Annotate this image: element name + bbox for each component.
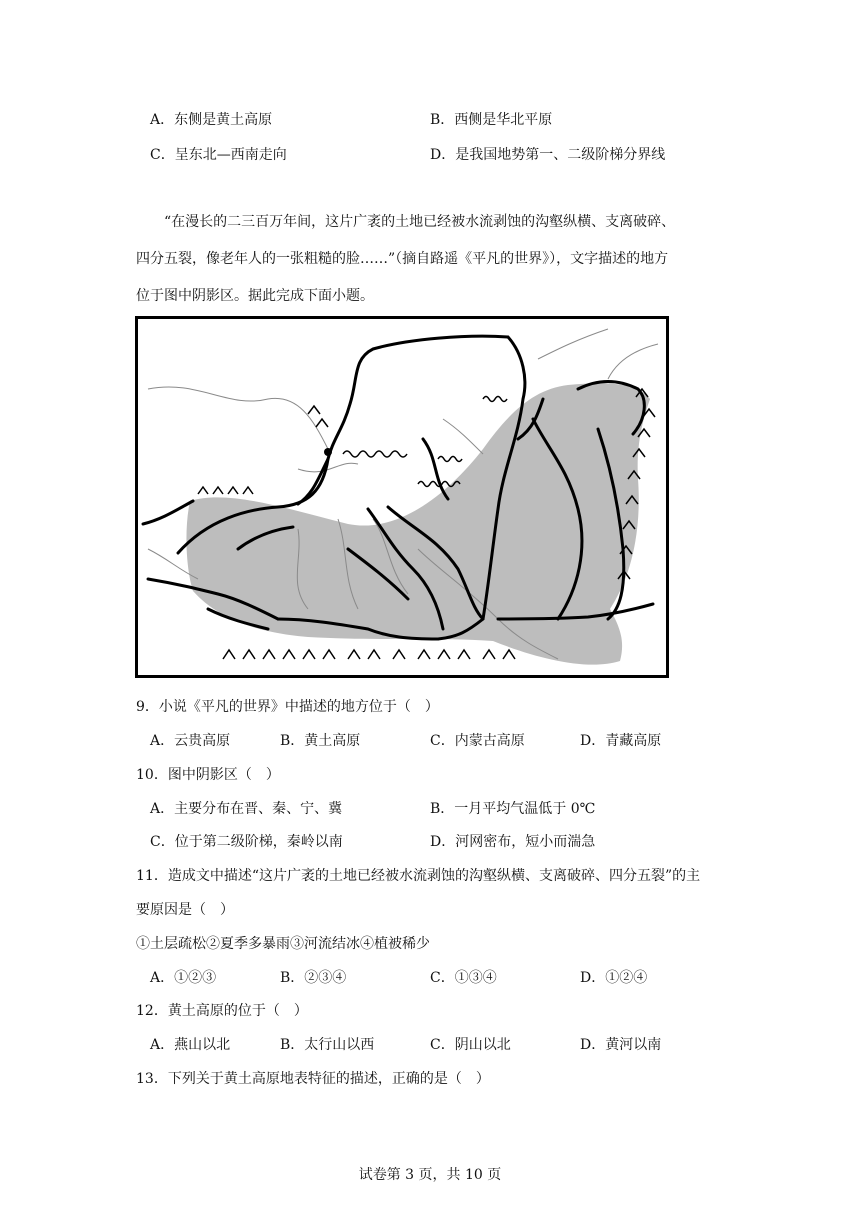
q9-option-c: C．内蒙古高原 bbox=[430, 733, 525, 749]
q13-stem: 13．下列关于黄土高原地表特征的描述，正确的是（ ） bbox=[136, 1071, 490, 1087]
city-dot bbox=[324, 448, 332, 456]
q10-option-b: B．一月平均气温低于 0℃ bbox=[430, 801, 596, 817]
q8-option-d: D．是我国地势第一、二级阶梯分界线 bbox=[430, 147, 666, 163]
q9-option-d: D．青藏高原 bbox=[580, 733, 662, 749]
q10-option-a: A．主要分布在晋、秦、宁、冀 bbox=[150, 801, 343, 817]
loess-plateau-map bbox=[135, 316, 669, 678]
q12-option-c: C．阴山以北 bbox=[430, 1037, 511, 1053]
q10-stem: 10．图中阴影区（ ） bbox=[136, 767, 280, 783]
q12-option-b: B．太行山以西 bbox=[280, 1037, 375, 1053]
q11-items: ①土层疏松②夏季多暴雨③河流结冰④植被稀少 bbox=[136, 936, 430, 952]
passage-line-1: “在漫长的二三百万年间，这片广袤的土地已经被水流剥蚀的沟壑纵横、支离破碎、 bbox=[164, 214, 676, 230]
q11-option-b: B．②③④ bbox=[280, 970, 347, 986]
q10-option-c: C．位于第二级阶梯，秦岭以南 bbox=[150, 834, 343, 850]
q12-stem: 12．黄土高原的位于（ ） bbox=[136, 1003, 308, 1019]
q9-stem: 9．小说《平凡的世界》中描述的地方位于（ ） bbox=[136, 699, 439, 715]
q11-option-d: D．①②④ bbox=[580, 970, 648, 986]
q11-stem-line-1: 11．造成文中描述“这片广袤的土地已经被水流剥蚀的沟壑纵横、支离破碎、四分五裂”的主 bbox=[136, 868, 701, 884]
passage-line-2: 四分五裂，像老年人的一张粗糙的脸……”（摘自路遥《平凡的世界》），文字描述的地方 bbox=[136, 251, 669, 267]
q8-option-a: A．东侧是黄土高原 bbox=[150, 112, 273, 128]
passage-line-3: 位于图中阴影区。据此完成下面小题。 bbox=[136, 288, 374, 304]
q11-option-c: C．①③④ bbox=[430, 970, 497, 986]
q9-option-b: B．黄土高原 bbox=[280, 733, 361, 749]
page-footer: 试卷第 3 页，共 10 页 bbox=[358, 1167, 502, 1183]
passage bbox=[136, 204, 736, 315]
q12-option-a: A．燕山以北 bbox=[150, 1037, 231, 1053]
q11-stem-line-2: 要原因是（ ） bbox=[136, 902, 234, 918]
q12-option-d: D．黄河以南 bbox=[580, 1037, 662, 1053]
q8-option-b: B．西侧是华北平原 bbox=[430, 112, 553, 128]
q9-option-a: A．云贵高原 bbox=[150, 733, 231, 749]
q11-option-a: A．①②③ bbox=[150, 970, 217, 986]
q10-option-d: D．河网密布，短小而湍急 bbox=[430, 834, 596, 850]
q8-option-c: C．呈东北—西南走向 bbox=[150, 147, 287, 163]
